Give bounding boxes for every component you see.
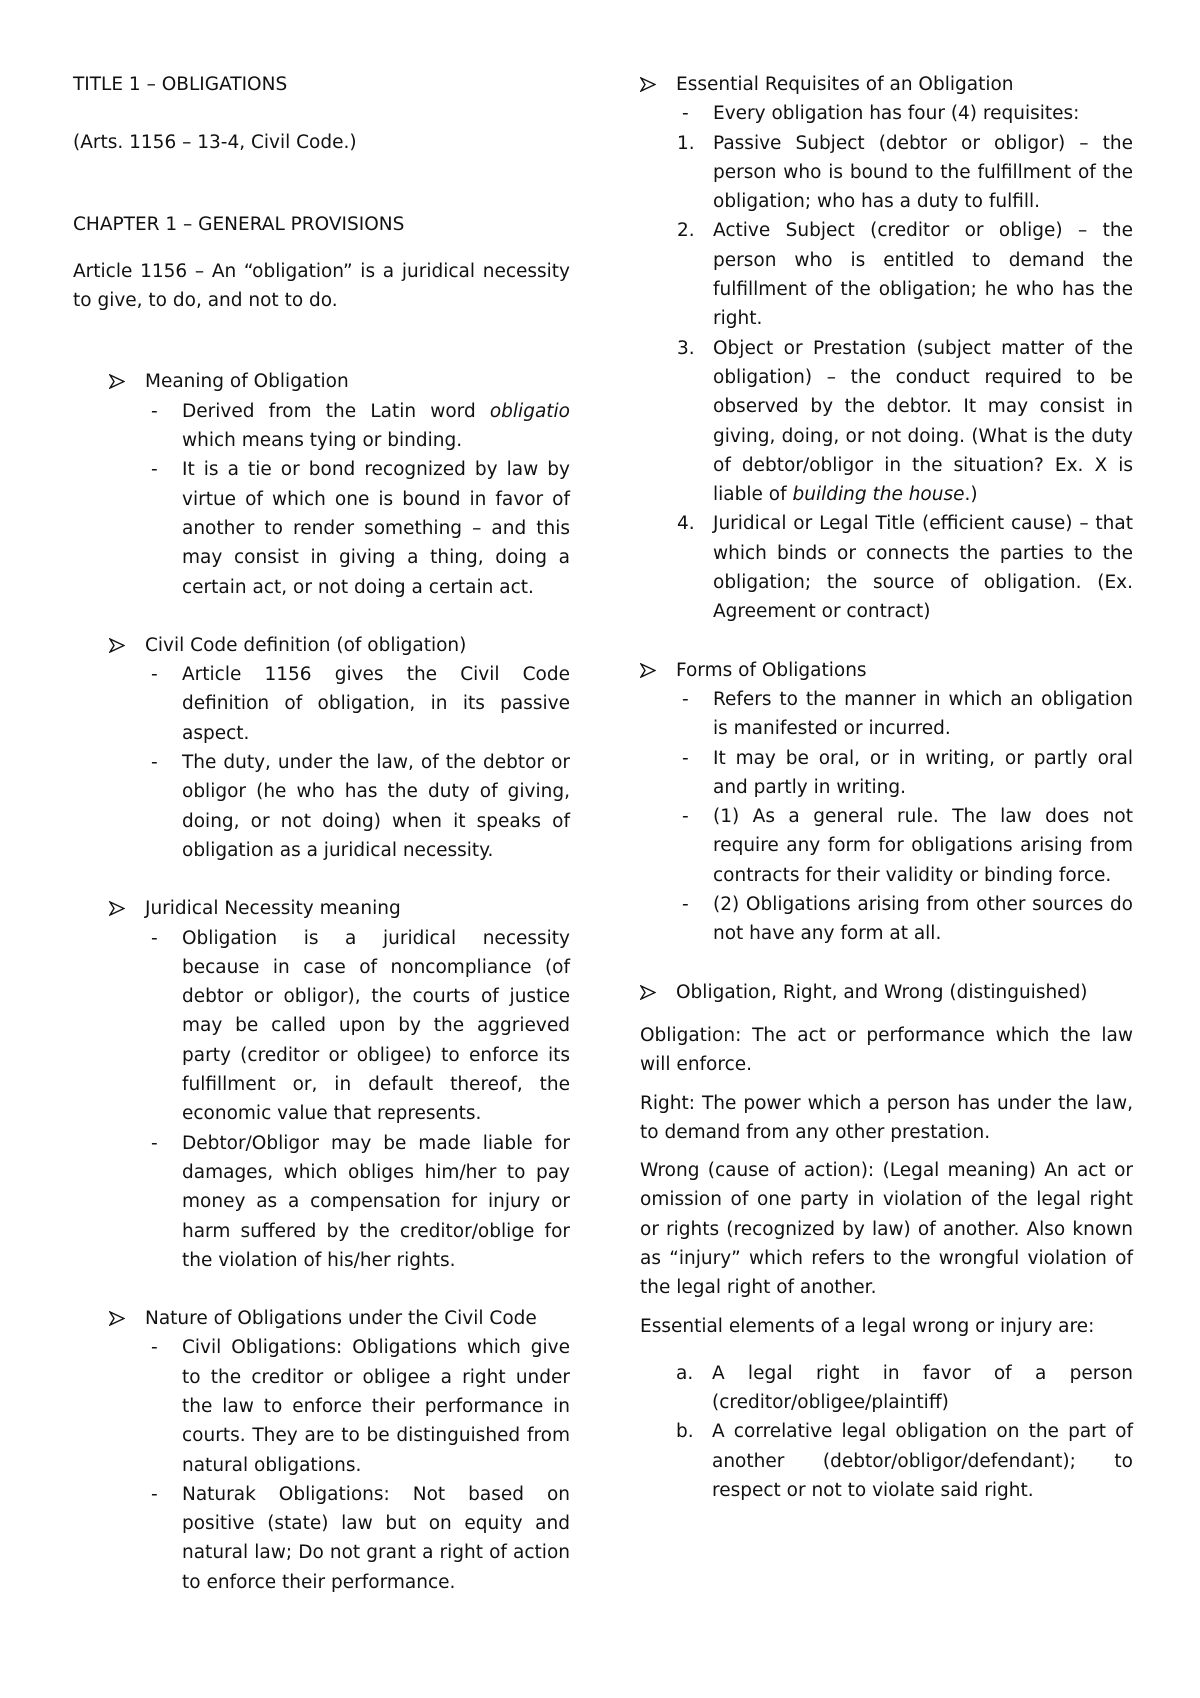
definition-obligation: Obligation: The act or performance which the law will enforce. (640, 1024, 1133, 1076)
arrow-bullet-icon (109, 894, 131, 916)
lettered-item: a. A legal right in favor of a person (creditor/obligee/plaintiff) (676, 1362, 1133, 1414)
definition-right: Right: The power which a person has under the law, to demand from any other prestation. (640, 1092, 1133, 1143)
arrow-bullet-icon (640, 70, 662, 92)
list-item: - Article 1156 gives the Civil Code definition of obligation, in its passive aspect. (151, 664, 570, 744)
lettered-item: b. A correlative legal obligation on the part of another (debtor/obligor/defendant); to respect or not to violate said right. (676, 1421, 1133, 1502)
list-item: - Every obligation has four (4) requisites: (682, 103, 1080, 125)
section-heading: Juridical Necessity meaning (145, 898, 401, 920)
numbered-item: 3. Object or Prestation (subject matter of the obligation) – the conduct required to be observed by the debtor. It may consist in giving, doing, or not doing. (What is the duty of debtor/obligor in the situation? Ex. X is liable of building the house.) (677, 337, 1133, 506)
arrow-bullet-icon (640, 978, 662, 1000)
arrow-bullet-icon (109, 631, 131, 653)
title: TITLE 1 – OBLIGATIONS (73, 74, 288, 95)
section-juridical-necessity (73, 894, 570, 1275)
right-column (640, 70, 1133, 1505)
section-heading: Forms of Obligations (676, 659, 867, 681)
section-heading: Civil Code definition (of obligation) (145, 634, 467, 656)
list-item: - It may be oral, or in writing, or partly oral and partly in writing. (682, 747, 1133, 798)
arrow-bullet-icon (109, 1304, 131, 1326)
articles-range: (Arts. 1156 – 13-4, Civil Code.) (73, 132, 357, 154)
list-item: - It is a tie or bond recognized by law by virtue of which one is bound in favor of another to render something – and this may consist in giving a thing, doing a certain act, or not doing a certain act. (151, 459, 570, 598)
list-item: - Debtor/Obligor may be made liable for damages, which obliges him/her to pay money as a compensation for injury or harm suffered by the creditor/oblige for the violation of his/her rights. (151, 1132, 570, 1271)
definition-wrong: Wrong (cause of action): (Legal meaning) An act or omission of one party in violation of the legal right or rights (recognized by law) of another. Also known as “injury” which refers to the wrongful violation of the legal right of another. (640, 1160, 1133, 1299)
left-column (73, 70, 570, 1597)
arrow-bullet-icon (109, 367, 131, 389)
list-item: - Naturak Obligations: Not based on positive (state) law but on equity and natural law; Do not grant a right of action to enforce their performance. (151, 1483, 570, 1593)
section-nature-of-obligations (73, 1304, 570, 1597)
list-item: - Obligation is a juridical necessity because in case of noncompliance (of debtor or obligor), the courts of justice may be called upon by the aggrieved party (creditor or obligee) to enforce its fulfillment or, in default thereof, the economic value that represents. (151, 927, 570, 1125)
elements-intro: Essential elements of a legal wrong or injury are: (640, 1315, 1095, 1337)
numbered-item: 1. Passive Subject (debtor or obligor) – the person who is bound to the fulfillment of the obligation; who has a duty to fulfill. (677, 132, 1133, 213)
chapter-heading: CHAPTER 1 – GENERAL PROVISIONS (73, 213, 405, 235)
article-1156: Article 1156 – An “obligation” is a juridical necessity to give, to do, and not to do. (73, 260, 570, 312)
section-forms-of-obligations (640, 656, 1133, 949)
numbered-item: 2. Active Subject (creditor or oblige) – the person who is entitled to demand the fulfillment of the obligation; he who has the right. (677, 220, 1133, 330)
section-obligation-right-wrong (640, 978, 1133, 1506)
section-civil-code-definition (73, 631, 570, 865)
list-item: - The duty, under the law, of the debtor or obligor (he who has the duty of giving, doing, or not doing) when it speaks of obligation as a juridical necessity. (151, 752, 570, 861)
list-item: - Derived from the Latin word obligatio which means tying or binding. (151, 400, 570, 452)
section-heading: Nature of Obligations under the Civil Code (145, 1308, 537, 1330)
section-meaning (73, 367, 570, 601)
section-heading: Meaning of Obligation (145, 371, 349, 393)
section-essential-requisites (640, 70, 1133, 627)
list-item: - (2) Obligations arising from other sources do not have any form at all. (682, 894, 1133, 945)
list-item: - Refers to the manner in which an obligation is manifested or incurred. (682, 688, 1133, 740)
list-item: - (1) As a general rule. The law does not require any form for obligations arising from contracts for their validity or binding force. (682, 806, 1133, 886)
arrow-bullet-icon (640, 656, 662, 678)
section-heading: Essential Requisites of an Obligation (676, 74, 1014, 95)
numbered-item: 4. Juridical or Legal Title (efficient cause) – that which binds or connects the parties to the obligation; the source of obligation. (Ex. Agreement or contract) (677, 513, 1133, 623)
section-heading: Obligation, Right, and Wrong (distinguished) (676, 981, 1088, 1003)
list-item: - Civil Obligations: Obligations which give to the creditor or obligee a right under the law to enforce their performance in courts. They are to be distinguished from natural obligations. (151, 1337, 570, 1476)
